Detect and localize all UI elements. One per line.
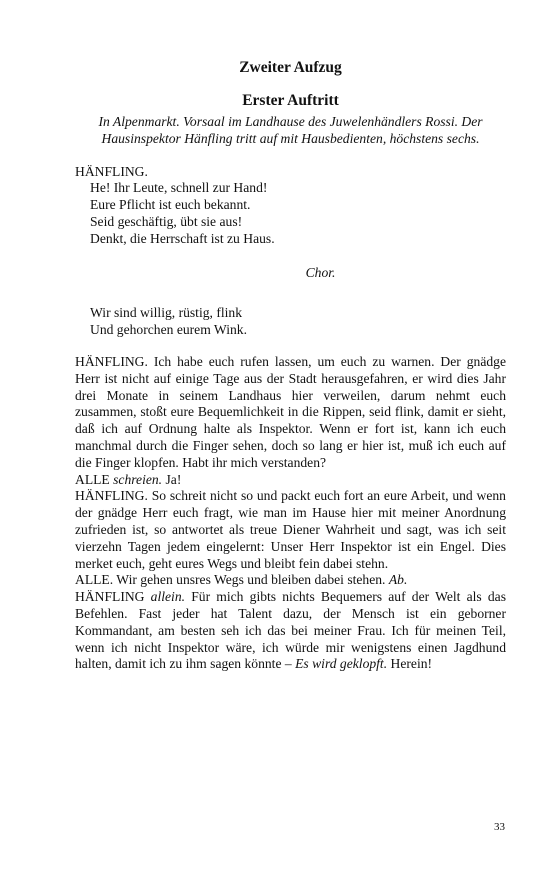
speech-text: Wir gehen unsres Wegs und bleiben dabei stehen. (116, 572, 386, 588)
act-heading: Zweiter Aufzug (239, 59, 342, 76)
dialogue-paragraph (75, 589, 506, 673)
speaker-name: HÄNFLING. (75, 163, 148, 179)
dialogue-paragraph (75, 472, 506, 489)
dialogue-paragraph (75, 488, 506, 572)
chorus-line: Und gehorchen eurem Wink. (90, 322, 247, 338)
chorus-line: Wir sind willig, rüstig, flink (90, 305, 243, 321)
stage-note: Es wird geklopft. (295, 656, 388, 672)
speaker-name: ALLE. (75, 572, 114, 588)
speaker-name: ALLE (75, 471, 110, 487)
stage-note: schreien. (113, 471, 163, 487)
stage-note: Ab. (388, 572, 408, 588)
stage-note: allein. (150, 589, 186, 605)
verse-line: Seid geschäftig, übt sie aus! (90, 213, 243, 229)
speech-text: Ich habe euch rufen lassen, um euch zu warnen. Der gnädge Herr ist nicht auf einige Tage aus der Stadt herausgefahren, er wird dies Jahr drei Monate in seinem Landhaus hier verweilen, darum nehmt euch zusammen, stoßt eure Bequemlichkeit in die Rippen, seid flink, damit er sieht, daß ich auf Ordnung halte als Inspektor. Wenn er fort ist, kann ich euch manchmal durch die Finger sehen, doch so lang er hier ist, muß ich euch auf die Finger klopfen. Habt ihr mich verstanden? (75, 353, 506, 470)
speech-text: Herein! (390, 656, 433, 672)
verse-line: He! Ihr Leute, schnell zur Hand! (90, 180, 268, 196)
book-page (75, 58, 506, 673)
speech-text: So schreit nicht so und packt euch fort an eure Arbeit, und wenn der gnädge Herr euch fragt, wie man im Hause hier mit meiner Anordnung zufrieden ist, so antwortet als treue Diener Wahrheit und sagt, was ich seit vierzehn Tagen jedem eingelernt: Unser Herr Inspektor ist ein Engel. Dies merket euch, geht eures Wegs und bleibt fein dabei stehn. (75, 488, 506, 571)
speaker-name: HÄNFLING. (75, 353, 148, 369)
verse-line: Denkt, die Herrschaft ist zu Haus. (90, 230, 275, 246)
page-number: 33 (494, 821, 505, 833)
verse-line: Eure Pflicht ist euch bekannt. (90, 197, 251, 213)
dialogue-paragraph (75, 572, 506, 589)
stage-direction: In Alpenmarkt. Vorsaal im Landhause des Juwelenhändlers Rossi. Der Hausinspektor Hänfling tritt auf mit Hausbedienten, höchstens sechs. (98, 114, 483, 146)
speaker-name: HÄNFLING. (75, 488, 148, 504)
speech-text: Für mich gibts nichts Bequemers auf der Welt als das Befehlen. Fast jeder hat Talent dazu, der Mensch ist ein geborner Kommandant, am besten seh ich das bei meiner Frau. Ich für meinen Teil, wenn ich nicht Inspektor wäre, ich würde mir wenigstens einen Jagdhund halten, damit ich zu ihm sagen könnte – (75, 589, 506, 672)
dialogue-paragraph (75, 354, 506, 472)
scene-heading: Erster Auftritt (242, 92, 339, 109)
speaker-name: HÄNFLING (75, 589, 145, 605)
speech-text: Ja! (165, 471, 182, 487)
song-block (75, 164, 506, 339)
chorus-label: Chor. (305, 264, 336, 280)
